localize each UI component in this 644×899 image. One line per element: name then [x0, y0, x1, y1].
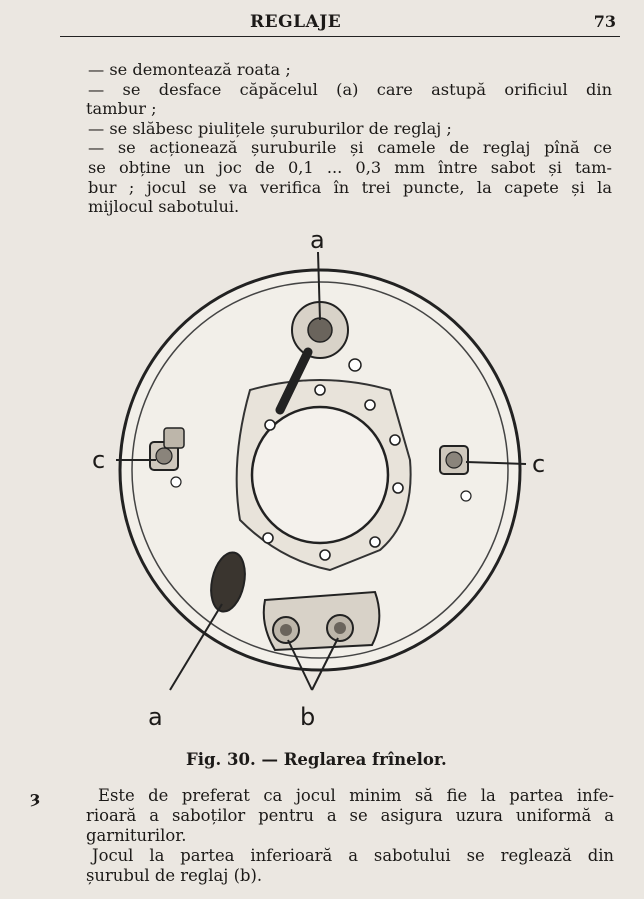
- label-a: a: [148, 703, 163, 731]
- page-number: 73: [593, 12, 616, 31]
- step-line: — se slăbesc piulițele șuruburilor de reglaj ;: [88, 118, 452, 138]
- brake-drawing: [80, 220, 580, 740]
- left-rivet: [171, 477, 181, 487]
- brake-diagram: [80, 220, 580, 740]
- label-c-left: c: [92, 446, 106, 474]
- figure-caption: Fig. 30. — Reglarea frînelor.: [186, 750, 447, 769]
- step-line: — se demontează roata ;: [88, 60, 291, 79]
- label-b: b: [300, 703, 316, 731]
- note-line: șurubul de reglaj (b).: [86, 866, 263, 885]
- note-line: garniturilor.: [86, 826, 187, 845]
- step-line: se obține un joc de 0,1 ... 0,3 mm între sabot și tam-: [88, 157, 612, 177]
- step-line: bur ; jocul se va verifica în trei puncte, la capete și la: [88, 177, 612, 197]
- note-line: rioară a saboților pentru a se asigura uzura uniformă a: [86, 806, 614, 825]
- label-top-a: a: [310, 226, 325, 254]
- step-line: — se desface căpăcelul (a) care astupă orificiul din: [88, 79, 612, 99]
- procedure-steps: [88, 60, 612, 217]
- page-header: [60, 10, 620, 37]
- small-rivet: [349, 359, 361, 371]
- margin-marker: ȝ: [30, 788, 41, 808]
- note-line: Jocul la partea inferioară a sabotului se reglează din: [92, 846, 614, 865]
- note-line: Este de preferat ca jocul minim să fie la partea infe-: [98, 786, 614, 805]
- chapter-title: REGLAJE: [250, 12, 342, 32]
- note-paragraph: [86, 786, 614, 886]
- top-cam-center: [308, 318, 332, 342]
- step-line: mijlocul sabotului.: [88, 197, 240, 217]
- step-line: tambur ;: [86, 99, 157, 119]
- step-line: — se acționează șuruburile și camele de reglaj pînă ce: [88, 138, 612, 158]
- label-c-right: c: [532, 450, 546, 478]
